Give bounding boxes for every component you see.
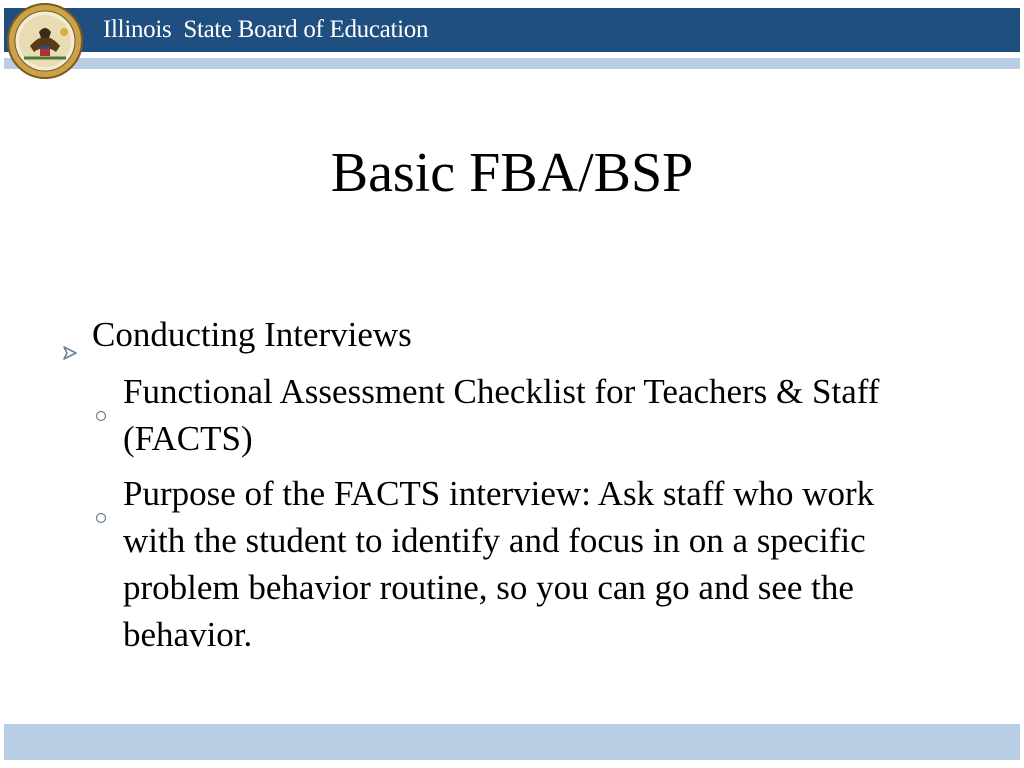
circle-bullet-icon bbox=[95, 387, 107, 399]
illinois-state-seal-icon bbox=[6, 2, 84, 80]
slide-content bbox=[60, 312, 940, 666]
circle-bullet-icon bbox=[95, 489, 107, 501]
sub-bullet-list bbox=[60, 368, 940, 658]
arrow-bullet-icon bbox=[62, 327, 78, 343]
footer-bar bbox=[4, 724, 1020, 760]
bullet-conducting-interviews bbox=[60, 312, 940, 358]
slide-title: Basic FBA/BSP bbox=[330, 142, 694, 204]
sub-bullet-facts-purpose bbox=[60, 470, 940, 658]
bullet-text: Conducting Interviews bbox=[92, 315, 412, 354]
sub-bullet-text: Functional Assessment Checklist for Teachers & Staff (FACTS) bbox=[123, 372, 880, 458]
sub-bullet-text: Purpose of the FACTS interview: Ask staff who work with the student to identify and focus in on a specific problem behavior routine, so you can go and see the behavior. bbox=[123, 474, 875, 654]
organization-name: Illinois State Board of Education bbox=[103, 16, 429, 43]
sub-bullet-facts-checklist bbox=[60, 368, 940, 462]
header-stripe bbox=[4, 58, 1020, 69]
